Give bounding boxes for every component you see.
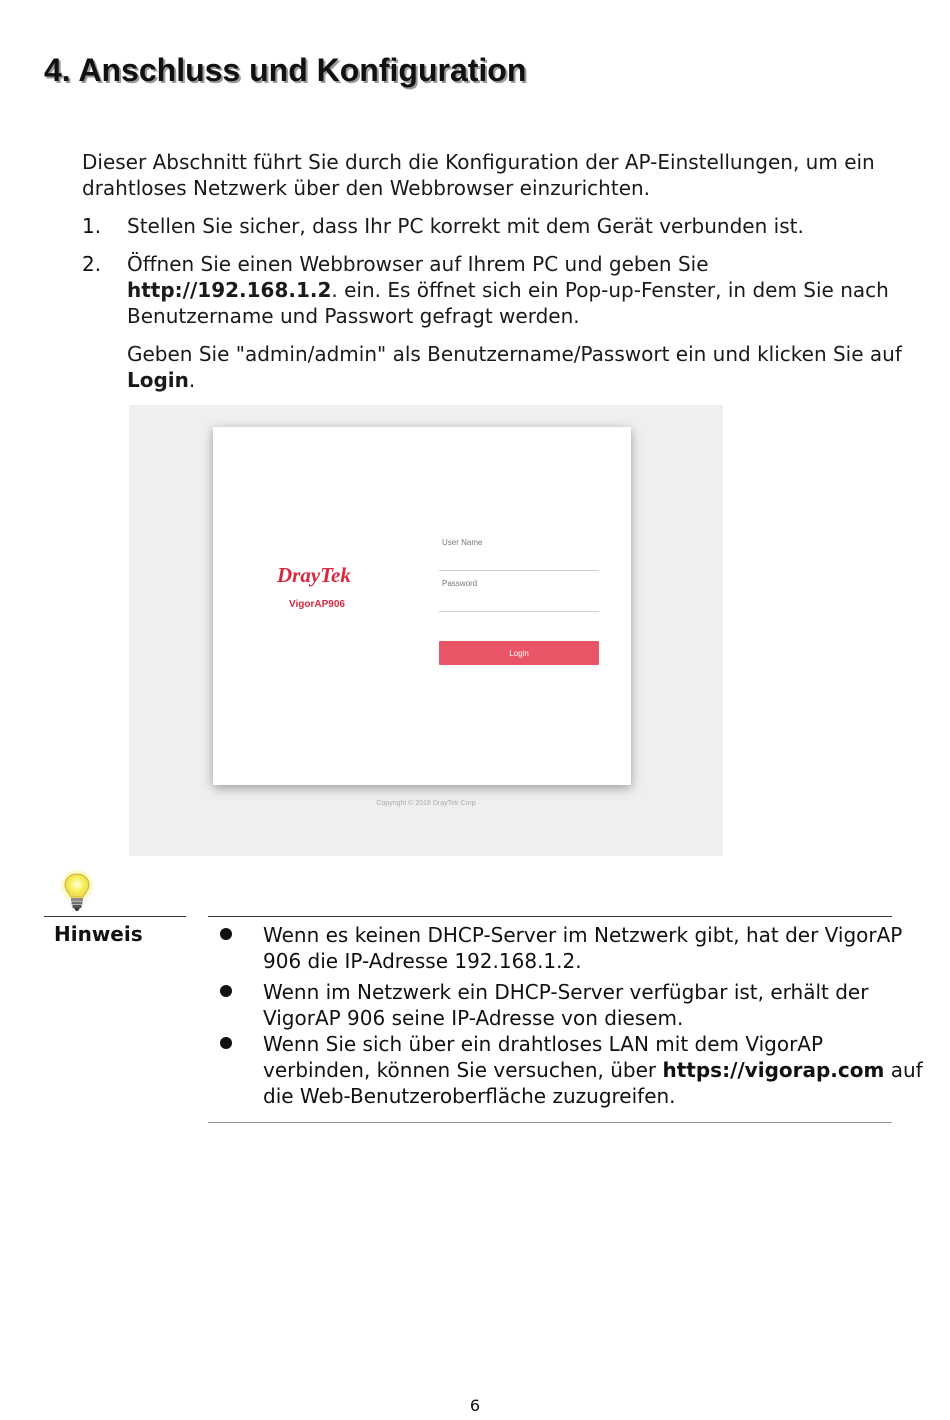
step-text-part: . ein. Es öffnet sich ein Pop-up-Fenster, in dem Sie nach Benutzername und Passwort gefragt werden.: [127, 278, 889, 328]
password-field[interactable]: [439, 611, 599, 612]
note-label-rule: [44, 916, 186, 917]
login-card: [213, 427, 631, 785]
note-bullet-text-end: auf die Web-Benutzeroberfläche zuzugreifen.: [263, 1058, 923, 1108]
step-text: Stellen Sie sicher, dass Ihr PC korrekt mit dem Gerät verbunden ist.: [127, 214, 804, 238]
ip-url: http://192.168.1.2: [127, 278, 332, 302]
step-number: 1.: [82, 214, 102, 238]
note-bullet: Wenn es keinen DHCP-Server im Netzwerk gibt, hat der VigorAP 906 die IP-Adresse 192.168.1.2.: [263, 923, 903, 973]
step-number: 2.: [82, 252, 102, 276]
bullet-dot: [220, 928, 232, 940]
login-instruction-text: Geben Sie "admin/admin" als Benutzername/Passwort ein und klicken Sie auf: [127, 342, 902, 366]
bullet-dot: [220, 985, 232, 997]
username-label: User Name: [442, 538, 483, 547]
step-text-part: Öffnen Sie einen Webbrowser auf Ihrem PC und geben Sie: [127, 252, 709, 276]
username-field[interactable]: [439, 570, 599, 571]
copyright-text: Copyright © 2018 DrayTek Corp: [376, 800, 476, 807]
note-bullet-text: Wenn Sie sich über ein drahtloses LAN mit dem VigorAP verbinden, können Sie versuchen, über: [263, 1032, 824, 1082]
model-name: VigorAP906: [289, 599, 345, 610]
login-screenshot: [129, 405, 723, 856]
note-bullet: [263, 1031, 923, 1109]
draytek-logo: DrayTek: [277, 563, 351, 587]
login-instruction: [127, 341, 917, 393]
login-keyword: Login: [127, 368, 189, 392]
note-bottom-rule: [208, 1122, 892, 1123]
login-instruction-end: .: [188, 368, 196, 392]
page-heading: 4. Anschluss und Konfiguration: [44, 52, 527, 88]
bullet-dot: [220, 1037, 232, 1049]
password-label: Password: [442, 579, 478, 588]
vigorap-url: https://vigorap.com: [662, 1058, 885, 1082]
lightbulb-icon: [60, 870, 94, 914]
note-bullet: Wenn im Netzwerk ein DHCP-Server verfügbar ist, erhält der VigorAP 906 seine IP-Adresse von diesem.: [263, 980, 869, 1030]
login-button[interactable]: Login: [439, 641, 599, 665]
step-text: [127, 251, 917, 329]
intro-paragraph: Dieser Abschnitt führt Sie durch die Konfiguration der AP-Einstellungen, um ein drahtloses Netzwerk über den Webbrowser einzurichten.: [82, 150, 875, 200]
note-label: Hinweis: [54, 922, 143, 946]
note-top-rule: [208, 916, 892, 917]
page-number: 6: [469, 1396, 481, 1415]
